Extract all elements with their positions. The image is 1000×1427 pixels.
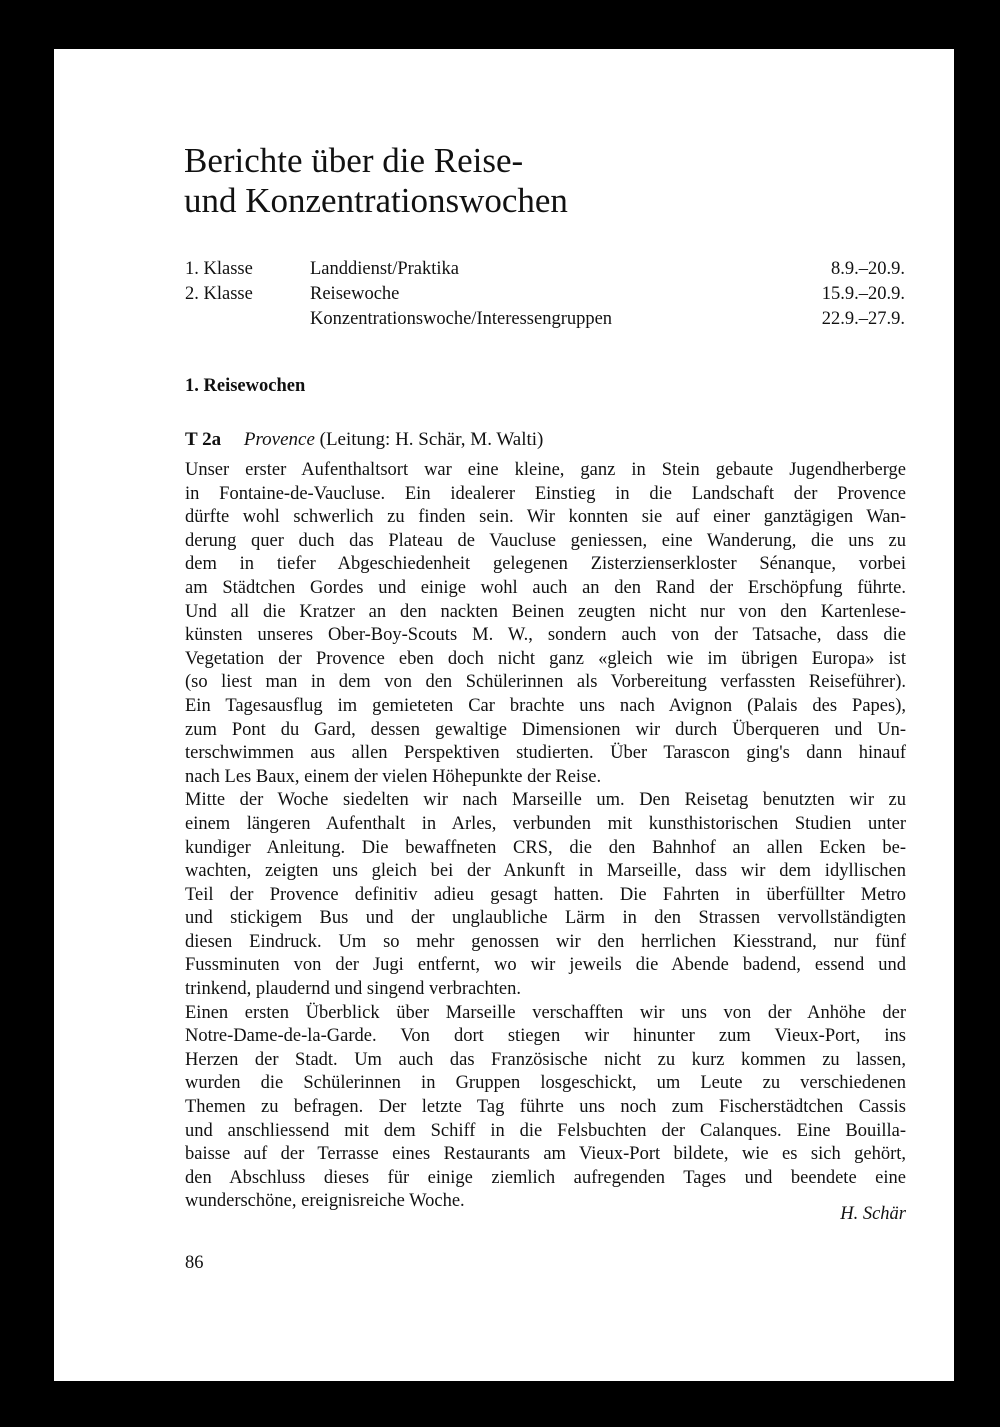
section-heading: 1. Reisewochen	[185, 376, 306, 396]
body-line: wunderschöne, ereignisreiche Woche.	[185, 1191, 465, 1212]
body-line: Herzen der Stadt. Um auch das Französische nicht zu kurz kommen zu lassen,	[185, 1049, 906, 1070]
body-line: Themen zu befragen. Der letzte Tag führte uns noch zum Fischerstädtchen Cassis	[185, 1097, 906, 1118]
schedule-dates: 8.9.–20.9.	[831, 259, 905, 279]
body-line: wachten, zeigten uns gleich bei der Ankunft in Marseille, dass wir dem idyllischen	[185, 861, 906, 882]
body-line: Unser erster Aufenthaltsort war eine kleine, ganz in Stein gebaute Jugendherberge	[185, 460, 906, 480]
body-line: (so liest man in dem von den Schülerinnen als Vorbereitung verfassten Reiseführer).	[185, 672, 906, 693]
schedule-row	[185, 307, 905, 332]
report-body	[185, 459, 906, 1214]
body-line: derung quer duch das Plateau de Vaucluse geniessen, eine Wanderung, die uns zu	[185, 530, 906, 551]
body-line: kundiger Anleitung. Die bewaffneten CRS, die den Bahnhof an allen Ecken be-	[185, 837, 906, 858]
body-line: Und all die Kratzer an den nackten Beinen zeugten nicht nur von den Kartenlese-	[185, 601, 906, 622]
schedule-activity: Landdienst/Praktika	[310, 259, 459, 279]
body-line: Mitte der Woche siedelten wir nach Marseille um. Den Reisetag benutzten wir zu	[185, 790, 906, 811]
body-line: zum Pont du Gard, dessen gewaltige Dimensionen wir durch Überqueren und Un-	[185, 719, 906, 740]
body-line: Fussminuten von der Jugi entfernt, wo wir jeweils die Abende badend, essend und	[185, 955, 906, 976]
body-line: einem längeren Aufenthalt in Arles, verbunden mit kunsthistorischen Studien unter	[185, 813, 906, 834]
schedule-row	[185, 257, 905, 282]
body-line: dem in tiefer Abgeschiedenheit gelegenen Zisterzienserkloster Sénanque, vorbei	[185, 554, 906, 575]
body-line: nach Les Baux, einem der vielen Höhepunkte der Reise.	[185, 766, 602, 787]
body-line: am Städtchen Gordes und einige wohl auch an den Rand der Erschöpfung führte.	[185, 577, 906, 598]
schedule-dates: 22.9.–27.9.	[821, 309, 905, 329]
body-line: Einen ersten Überblick über Marseille verschafften wir uns von der Anhöhe der	[185, 1002, 906, 1023]
schedule-activity: Konzentrationswoche/Interessengruppen	[310, 309, 613, 329]
page-number: 86	[185, 1253, 204, 1273]
body-line: in Fontaine-de-Vaucluse. Ein idealerer Einstieg in die Landschaft der Provence	[185, 483, 906, 504]
body-line: Vegetation der Provence eben doch nicht ganz «gleich wie im übrigen Europa» ist	[185, 648, 906, 669]
body-line: und anschliessend mit dem Schiff in die Felsbuchten der Calanques. Eine Bouilla-	[185, 1120, 906, 1141]
schedule-activity: Reisewoche	[310, 284, 400, 304]
body-line: und stickigem Bus und der unglaubliche Lärm in den Strassen vervollständigten	[185, 908, 906, 929]
schedule-dates: 15.9.–20.9.	[821, 284, 905, 304]
schedule-row	[185, 282, 905, 307]
body-line: terschwimmen aus allen Perspektiven studierten. Über Tarascon ging's dann hinauf	[185, 743, 906, 764]
report-author: H. Schär	[840, 1204, 906, 1224]
body-line: diesen Eindruck. Um so mehr genossen wir den herrlichen Kiesstrand, nur fünf	[185, 931, 906, 952]
body-line: den Abschluss dieses für einige ziemlich aufregenden Tages und beendete eine	[185, 1167, 906, 1188]
report-place: Provence	[243, 429, 315, 450]
body-line: künsten unseres Ober-Boy-Scouts M. W., sondern auch von der Tatsache, dass die	[185, 625, 906, 646]
body-line: baisse auf der Terrasse eines Restaurants am Vieux-Port bildete, wie es sich gehört,	[185, 1144, 906, 1165]
schedule-class: 1. Klasse	[185, 259, 253, 279]
schedule-class: 2. Klasse	[185, 284, 253, 304]
document-page	[54, 49, 954, 1381]
body-line: wurden die Schülerinnen in Gruppen losgeschickt, um Leute zu verschiedenen	[185, 1073, 906, 1094]
title-line-2: und Konzentrationswochen	[184, 181, 568, 220]
body-line: Teil der Provence definitiv adieu gesagt hatten. Die Fahrten in überfüllter Metro	[185, 884, 906, 905]
report-heading	[185, 429, 543, 451]
schedule-table	[185, 257, 905, 332]
page-title	[184, 141, 568, 221]
title-line-1: Berichte über die Reise-	[184, 141, 524, 180]
body-line: Ein Tagesausflug im gemieteten Car brachte uns nach Avignon (Palais des Papes),	[185, 695, 906, 716]
body-line: dürfte wohl schwerlich zu finden sein. Wir konnten sie auf einer ganztägigen Wan-	[185, 507, 906, 528]
report-leaders: (Leitung: H. Schär, M. Walti)	[319, 429, 544, 450]
body-line: trinkend, plaudernd und singend verbrachten.	[185, 979, 521, 1000]
body-line: Notre-Dame-de-la-Garde. Von dort stiegen wir hinunter zum Vieux-Port, ins	[185, 1026, 906, 1047]
report-code: T 2a	[185, 429, 222, 450]
